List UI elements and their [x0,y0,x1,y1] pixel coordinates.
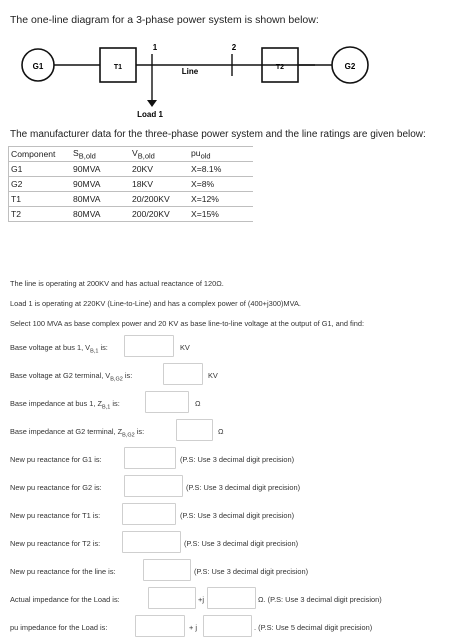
manufacturer-data-table [8,146,253,222]
q8-label: New pu reactance for T2 is: [10,539,101,548]
t1-label: T1 [113,64,123,71]
cell-s: 90MVA [71,162,130,177]
q4-label [10,427,144,438]
g1-label: G1 [32,62,44,71]
q11-mid: + j [189,623,198,632]
q4-unit: Ω [218,427,224,436]
q2-label [10,371,132,382]
q4-label-post: is: [134,427,145,436]
q9-label: New pu reactance for the line is: [10,567,116,576]
header-s-main: S [73,147,79,158]
q11-note: . (P.S: Use 5 decimal digit precision) [254,623,373,632]
bus2-label: 2 [231,43,237,52]
pu-reactance-line-input[interactable] [143,559,191,581]
cell-pu: X=15% [189,207,253,222]
base-impedance-g2-input[interactable] [176,419,213,441]
load-pu-impedance-imag-input[interactable] [203,615,252,637]
cell-component: G2 [9,177,72,192]
q3-label-post: is: [110,399,120,408]
line-info-text: The line is operating at 200KV and has actual reactance of 120Ω. [10,279,224,288]
g2-label: G2 [344,62,356,71]
cell-component: T1 [9,192,72,207]
q2-label-sub: B,G2 [110,376,123,383]
cell-component: T2 [9,207,72,222]
q6-label: New pu reactance for G2 is: [10,483,102,492]
pu-reactance-t1-input[interactable] [122,503,176,525]
header-pu-sub: old [200,151,211,161]
header-component: Component [9,147,72,162]
cell-v: 200/20KV [130,207,189,222]
cell-v: 18KV [130,177,189,192]
q1-label-text: Base voltage at bus 1, V [10,343,91,352]
q11-label: pu impedance for the Load is: [10,623,108,632]
q9-note: (P.S: Use 3 decimal digit precision) [194,567,309,576]
base-voltage-g2-input[interactable] [163,363,203,385]
table-row [9,207,254,222]
manufacturer-data-text: The manufacturer data for the three-phase power system and the line ratings are given below: [10,129,426,140]
cell-v: 20/200KV [130,192,189,207]
q2-unit: KV [208,371,218,380]
q3-label-sub: B,1 [102,404,111,411]
load-pu-impedance-real-input[interactable] [135,615,185,637]
instructions-text: Select 100 MVA as base complex power and 20 KV as base line-to-line voltage at the output of G1, and find: [10,319,365,328]
q6-note: (P.S: Use 3 decimal digit precision) [186,483,301,492]
header-v-main: V [132,147,138,158]
cell-pu: X=8.1% [189,162,253,177]
pu-reactance-g1-input[interactable] [124,447,176,469]
q1-label-post: is: [98,343,108,352]
q1-label-sub: B,1 [90,348,99,355]
load-info-text: Load 1 is operating at 220KV (Line-to-Line) and has a complex power of (400+j300)MVA. [10,299,301,308]
load-arrow-icon [147,100,157,107]
q3-label [10,399,120,410]
header-s-sub: B,old [78,151,96,161]
cell-pu: X=8% [189,177,253,192]
cell-pu: X=12% [189,192,253,207]
load-label: Load 1 [137,110,163,119]
line-label: Line [181,67,199,76]
cell-s: 80MVA [71,192,130,207]
q4-label-text: Base impedance at G2 terminal, Z [10,427,123,436]
q5-label: New pu reactance for G1 is: [10,455,102,464]
base-impedance-bus1-input[interactable] [145,391,189,413]
q3-label-text: Base impedance at bus 1, Z [10,399,103,408]
intro-text: The one-line diagram for a 3-phase power system is shown below: [10,14,319,26]
header-pu [189,147,253,162]
cell-s: 90MVA [71,177,130,192]
q3-unit: Ω [195,399,201,408]
cell-component: G1 [9,162,72,177]
base-voltage-bus1-input[interactable] [124,335,174,357]
q2-label-text: Base voltage at G2 terminal, V [10,371,111,380]
table-row [9,162,254,177]
load-impedance-imag-input[interactable] [207,587,256,609]
table-header-row [9,147,254,162]
one-line-diagram [0,28,457,120]
header-s [71,147,130,162]
q10-label: Actual impedance for the Load is: [10,595,120,604]
pu-reactance-g2-input[interactable] [124,475,183,497]
table-row [9,192,254,207]
q7-note: (P.S: Use 3 decimal digit precision) [180,511,295,520]
q7-label: New pu reactance for T1 is: [10,511,101,520]
header-pu-main: pu [191,147,201,158]
cell-s: 80MVA [71,207,130,222]
cell-v: 20KV [130,162,189,177]
q1-label [10,343,108,354]
q1-unit: KV [180,343,190,352]
q4-label-sub: B,G2 [122,432,135,439]
header-v-sub: B,old [137,151,155,161]
bus1-label: 1 [152,43,158,52]
table-row [9,177,254,192]
q8-note: (P.S: Use 3 decimal digit precision) [184,539,299,548]
header-v [130,147,189,162]
q10-note: Ω. (P.S: Use 3 decimal digit precision) [258,595,382,604]
q5-note: (P.S: Use 3 decimal digit precision) [180,455,295,464]
q10-mid: +j [198,595,204,604]
pu-reactance-t2-input[interactable] [122,531,181,553]
q2-label-post: is: [122,371,133,380]
load-impedance-real-input[interactable] [148,587,196,609]
t2-label: T2 [275,64,285,71]
